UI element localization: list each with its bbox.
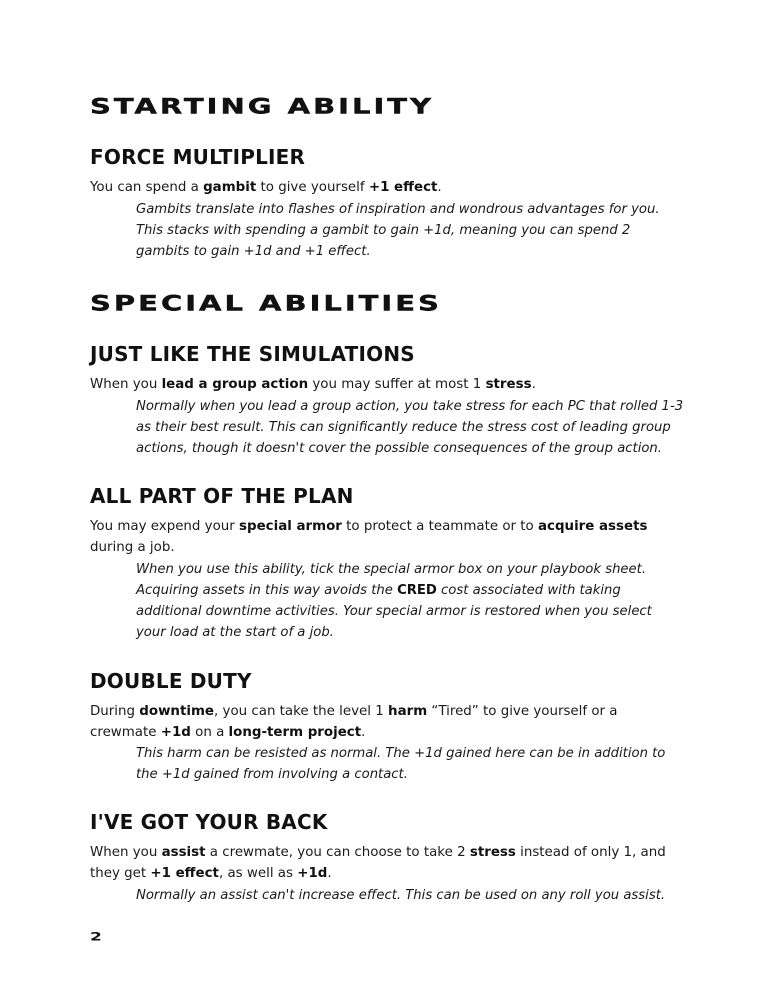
ability-title-ive-got-your-back: I'VE GOT YOUR BACK <box>90 810 328 834</box>
ability-note-double-duty: This harm can be resisted as normal. The +1d gained here can be in addition to the +1d gained from involving a contact. <box>136 746 666 782</box>
ability-desc-just-like-the-simulations: When you lead a group action you may suffer at most 1 stress. <box>90 377 536 392</box>
page-number: 2 <box>90 930 102 944</box>
ability-title-just-like-the-simulations: JUST LIKE THE SIMULATIONS <box>90 342 415 366</box>
ability-desc-double-duty: During downtime, you can take the level 1 harm “Tired” to give yourself or a crewmate +1d on a long-term project. <box>90 704 618 740</box>
ability-note-all-part-of-the-plan: When you use this ability, tick the special armor box on your playbook sheet. Acquiring assets in this way avoids the CRED cost associated with taking additional downtime activities. Your special armor is restored when you select your load at the start of a job. <box>136 562 652 640</box>
section-title-special-abilities: SPECIAL ABILITIES <box>90 291 442 316</box>
section-title-starting-ability: STARTING ABILITY <box>90 94 435 119</box>
ability-note-just-like-the-simulations: Normally when you lead a group action, you take stress for each PC that rolled 1-3 as their best result. This can significantly reduce the stress cost of leading group actions, though it doesn't cover the possible consequences of the group action. <box>136 399 684 456</box>
ability-desc-ive-got-your-back: When you assist a crewmate, you can choose to take 2 stress instead of only 1, and they get +1 effect, as well as +1d. <box>90 845 666 881</box>
ability-desc-all-part-of-the-plan: You may expend your special armor to protect a teammate or to acquire assets during a job. <box>90 519 648 555</box>
ability-note-force-multiplier: Gambits translate into flashes of inspiration and wondrous advantages for you. This stacks with spending a gambit to gain +1d, meaning you can spend 2 gambits to gain +1d and +1 effect. <box>136 202 660 259</box>
ability-note-ive-got-your-back: Normally an assist can't increase effect. This can be used on any roll you assist. <box>136 888 666 903</box>
ability-title-all-part-of-the-plan: ALL PART OF THE PLAN <box>90 484 354 508</box>
ability-desc-force-multiplier: You can spend a gambit to give yourself +1 effect. <box>90 180 442 195</box>
ability-title-double-duty: DOUBLE DUTY <box>90 669 252 693</box>
ability-title-force-multiplier: FORCE MULTIPLIER <box>90 145 306 169</box>
